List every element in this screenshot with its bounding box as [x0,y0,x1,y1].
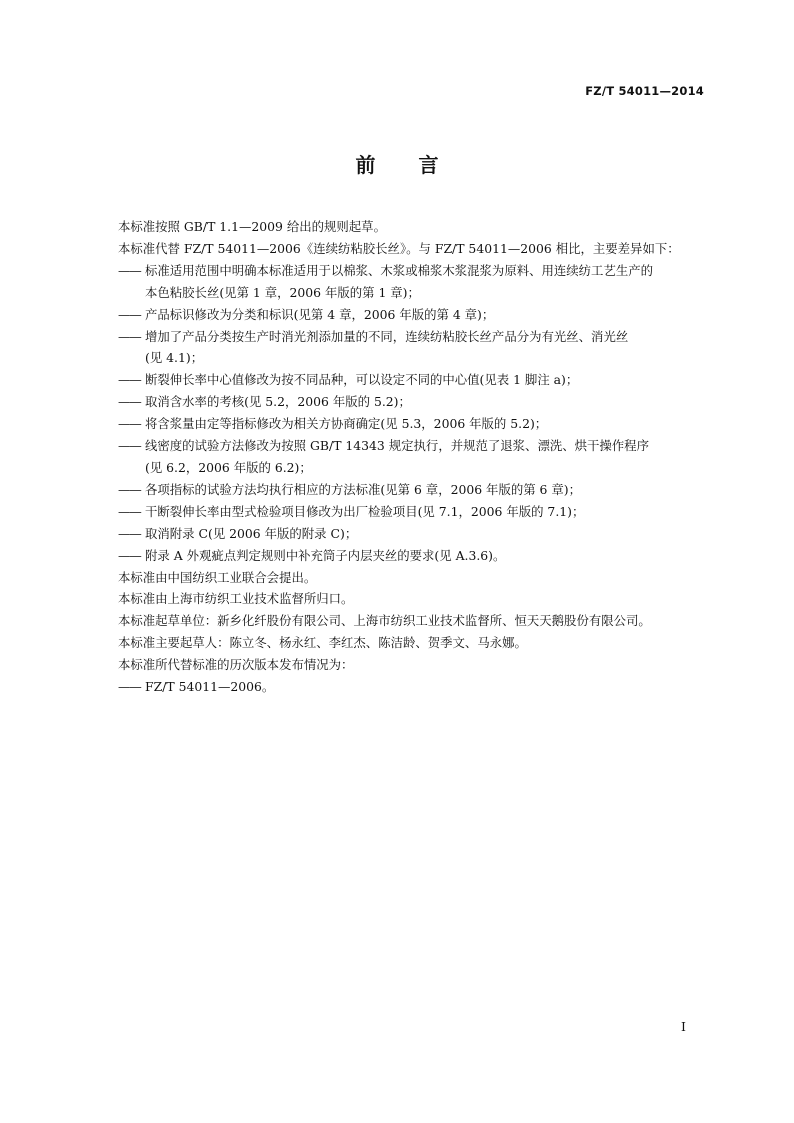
replacement-statement: 本标准代替 FZ/T 54011—2006《连续纺粘胶长丝》。与 FZ/T 54011—2006 相比，主要差异如下： [118,240,680,256]
dash-marker: —— [118,306,141,322]
change-item-text: 各项指标的试验方法均执行相应的方法标准(见第 6 章，2006 年版的第 6 章)； [145,481,581,497]
page-number: I [681,1019,686,1034]
dash-marker: —— [118,372,141,388]
change-item-text: 取消附录 C(见 2006 年版的附录 C)； [145,525,358,541]
dash-marker: —— [118,503,141,519]
change-list-item [118,260,710,304]
change-list-item [118,523,710,545]
version-history-text: FZ/T 54011—2006。 [145,679,275,695]
change-item-text: 断裂伸长率中心值修改为按不同品种，可以设定不同的中心值(见表 1 脚注 a)； [145,372,579,388]
preface-body [118,216,710,698]
dash-marker: —— [118,525,141,541]
version-history-heading: 本标准所代替标准的历次版本发布情况为： [118,657,354,673]
proposer-statement: 本标准由中国纺织工业联合会提出。 [118,569,317,585]
document-number: FZ/T 54011—2014 [585,84,704,98]
dash-marker: —— [118,416,141,432]
drafters-statement: 本标准主要起草人：陈立冬、杨永红、李红杰、陈洁龄、贺季文、马永娜。 [118,635,527,651]
dash-marker: —— [118,262,141,278]
change-item-text: 线密度的试验方法修改为按照 GB/T 14343 规定执行，并规范了退浆、漂洗、烘干操作程序 [145,438,649,454]
dash-marker: —— [118,438,141,454]
dash-marker: —— [118,328,141,344]
change-item-text: 产品标识修改为分类和标识(见第 4 章，2006 年版的第 4 章)； [145,306,495,322]
drafting-rule-statement: 本标准按照 GB/T 1.1—2009 给出的规则起草。 [118,219,386,234]
change-list-item [118,304,710,326]
change-item-text-continued: (见 6.2，2006 年版的 6.2)； [145,459,312,475]
dash-marker: —— [118,394,141,410]
dash-marker: —— [118,481,141,497]
version-history-item [118,676,710,698]
dash-marker: —— [118,679,141,695]
change-list-item [118,545,710,567]
dash-marker: —— [118,547,141,563]
change-list-item [118,326,710,370]
change-list-item [118,479,710,501]
change-item-text: 将含浆量由定等指标修改为相关方协商确定(见 5.3，2006 年版的 5.2)； [145,416,548,432]
page-title-char: 前 [355,153,376,177]
administrator-statement: 本标准由上海市纺织工业技术监督所归口。 [118,591,354,607]
change-item-text-continued: 本色粘胶长丝(见第 1 章，2006 年版的第 1 章)； [145,284,420,300]
change-list-item [118,413,710,435]
change-list-item [118,391,710,413]
change-item-text: 附录 A 外观疵点判定规则中补充筒子内层夹丝的要求(见 A.3.6)。 [145,547,506,563]
drafting-units-statement: 本标准起草单位：新乡化纤股份有限公司、上海市纺织工业技术监督所、恒天天鹅股份有限公司。 [118,613,651,629]
page-title-char: 言 [418,153,439,177]
change-item-text-continued: (见 4.1)； [145,350,204,366]
change-item-text: 干断裂伸长率由型式检验项目修改为出厂检验项目(见 7.1，2006 年版的 7.1)； [145,503,585,519]
change-list-item [118,369,710,391]
change-item-text: 取消含水率的考核(见 5.2，2006 年版的 5.2)； [145,394,411,410]
change-item-text: 标准适用范围中明确本标准适用于以棉浆、木浆或棉浆木浆混浆为原料、用连续纺工艺生产的 [145,262,654,278]
change-list-item [118,501,710,523]
change-list-item [118,435,710,479]
page-title [0,151,794,179]
change-item-text: 增加了产品分类按生产时消光剂添加量的不同，连续纺粘胶长丝产品分为有光丝、消光丝 [145,328,629,344]
